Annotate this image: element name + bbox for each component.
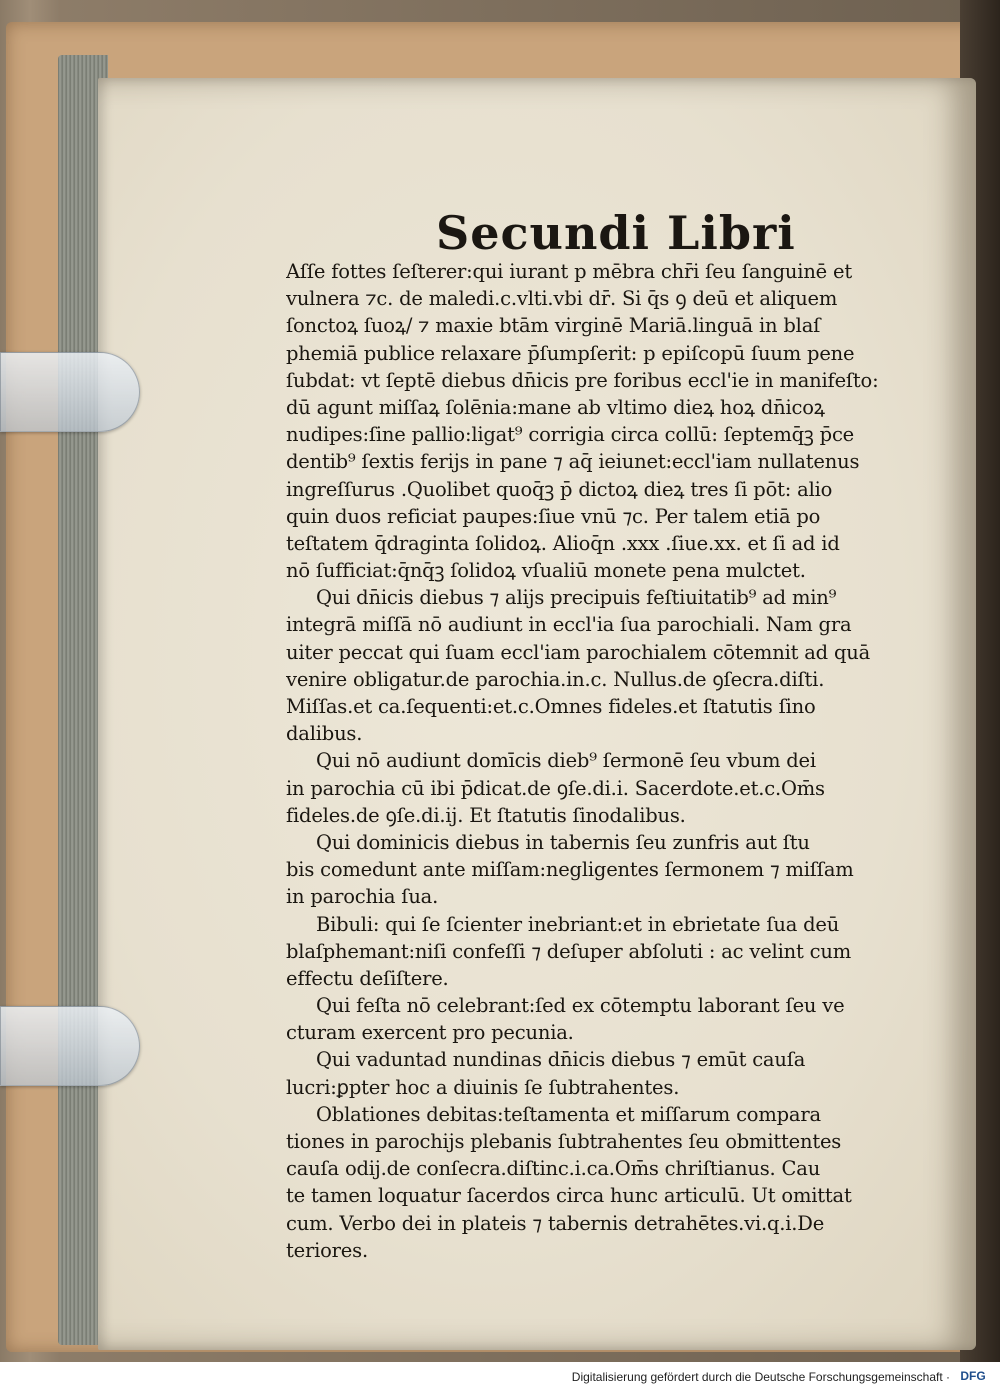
text-line: venire obligatur.de parochia.in.c. Nullus.de ꝯſecra.diſti. bbox=[286, 667, 825, 691]
text-line: teſtatem q̄draginta ſolidoꝝ. Alioq̄n .xxx .ſiue.xx. et ſi ad id bbox=[286, 531, 840, 555]
dfg-logo: DFG bbox=[960, 1369, 986, 1383]
text-line: dalibus. bbox=[286, 722, 363, 746]
text-line: Bibuli: qui ſe ſcienter inebriant:et in ebrietate ſua deū bbox=[316, 912, 840, 936]
text-line: in parochia cū ibi p̄dicat.de ꝯſe.di.i. Sacerdote.et.c.Om̄s bbox=[286, 776, 825, 800]
text-line: cum. Verbo dei in plateis ⁊ tabernis detrahētes.vi.q.i.De bbox=[286, 1211, 825, 1235]
text-line: blaſphemant:niſi confeſſi ⁊ deſuper abſoluti : ac velint cum bbox=[286, 939, 851, 963]
text-line: ingreſſurus .Quolibet quoq̄ꝫ p̄ dictoꝝ dieꝝ tres ſi pōt: alio bbox=[286, 477, 833, 501]
text-line: ſonctoꝝ ſuoꝝ/ ⁊ maxie btām virginē Mariā.linguā in blaſ bbox=[286, 314, 821, 338]
text-line: te tamen loquatur ſacerdos circa hunc articulū. Ut omittat bbox=[286, 1184, 852, 1208]
text-line: in parochia ſua. bbox=[286, 885, 439, 909]
text-line: teriores. bbox=[286, 1238, 368, 1262]
text-line: nudipes:ſine pallio:ligat⁹ corrigia circa collū: ſeptemq̄ꝫ p̄ce bbox=[286, 423, 855, 447]
page-clip-bottom bbox=[0, 1006, 140, 1086]
text-line: nō ſufficiat:q̄nq̄ꝫ ſolidoꝝ vſualiū monete pena mulctet. bbox=[286, 559, 806, 583]
footer bbox=[0, 1362, 1000, 1389]
text-line: Miſſas.et ca.ſequenti:et.c.Omnes fideles.et ſtatutis ſino bbox=[286, 695, 816, 718]
text-line: integrā miſſā nō audiunt in eccl'ia ſua parochiali. Nam gra bbox=[286, 613, 852, 637]
text-line: tiones in parochijs plebanis ſubtrahentes ſeu obmittentes bbox=[286, 1130, 842, 1153]
text-line: vulnera ⁊c. de maledi.c.vlti.vbi dr̄. Si q̄s ꝯ deū et aliquem bbox=[286, 287, 838, 311]
page-clip-top bbox=[0, 352, 140, 432]
text-line: Qui feſta nō celebrant:ſed ex cōtemptu laborant ſeu ve bbox=[316, 994, 845, 1018]
text-line: fideles.de ꝯſe.di.ij. Et ſtatutis ſinodalibus. bbox=[286, 803, 686, 827]
text-line: bis comedunt ante miſſam:negligentes ſermonem ⁊ miſſam bbox=[286, 858, 854, 882]
text-line: Qui vaduntad nundinas dn̄icis diebus ⁊ emūt cauſa bbox=[316, 1048, 806, 1072]
text-line: dū agunt miſſaꝝ ſolēnia:mane ab vltimo dieꝝ hoꝝ dn̄icoꝝ bbox=[286, 395, 825, 419]
text-line: phemiā publice relaxare p̄ſumpſerit: p epiſcopū ſuum pene bbox=[286, 341, 855, 365]
text-line: lucri:ꝑpter hoc a diuinis ſe ſubtrahentes. bbox=[286, 1075, 680, 1099]
text-line: cturam exercent pro pecunia. bbox=[286, 1021, 574, 1045]
text-line: dentib⁹ ſextis ferijs in pane ⁊ aq̄ ieiunet:eccl'iam nullatenus bbox=[286, 450, 860, 474]
text-line: Oblationes debitas:teſtamenta et miſſarum compara bbox=[316, 1102, 821, 1126]
text-line: cauſa odij.de conſecra.diſtinc.i.ca.Om̄s chriſtianus. Cau bbox=[286, 1157, 821, 1181]
text-line: effectu deſiſtere. bbox=[286, 966, 449, 990]
text-line: Qui nō audiunt domīcis dieb⁹ ſermonē ſeu vbum dei bbox=[316, 749, 816, 773]
page-heading: Secundi Libri bbox=[436, 206, 796, 260]
text-line: ſubdat: vt ſeptē diebus dn̄icis pre foribus eccl'ie in manifeſto: bbox=[286, 368, 879, 392]
text-line: quin duos reficiat paupes:ſiue vnū ⁊c. Per talem etiā po bbox=[286, 504, 821, 528]
text-line: Qui dn̄icis diebus ⁊ alijs precipuis feſtiuitatib⁹ ad min⁹ bbox=[316, 586, 837, 610]
text-line: uiter peccat qui ſuam eccl'iam parochialem cōtemnit ad quā bbox=[286, 640, 871, 664]
text-line: Aſſe fottes ſeſterer:qui iurant p mēbra chr̄i ſeu ſanguinē et bbox=[286, 260, 852, 283]
text-line: Qui dominicis diebus in tabernis ſeu zunfris aut ſtu bbox=[316, 830, 810, 854]
footer-credit: Digitalisierung gefördert durch die Deutsche Forschungsgemeinschaft · bbox=[571, 1370, 950, 1384]
page-text bbox=[286, 258, 916, 1264]
